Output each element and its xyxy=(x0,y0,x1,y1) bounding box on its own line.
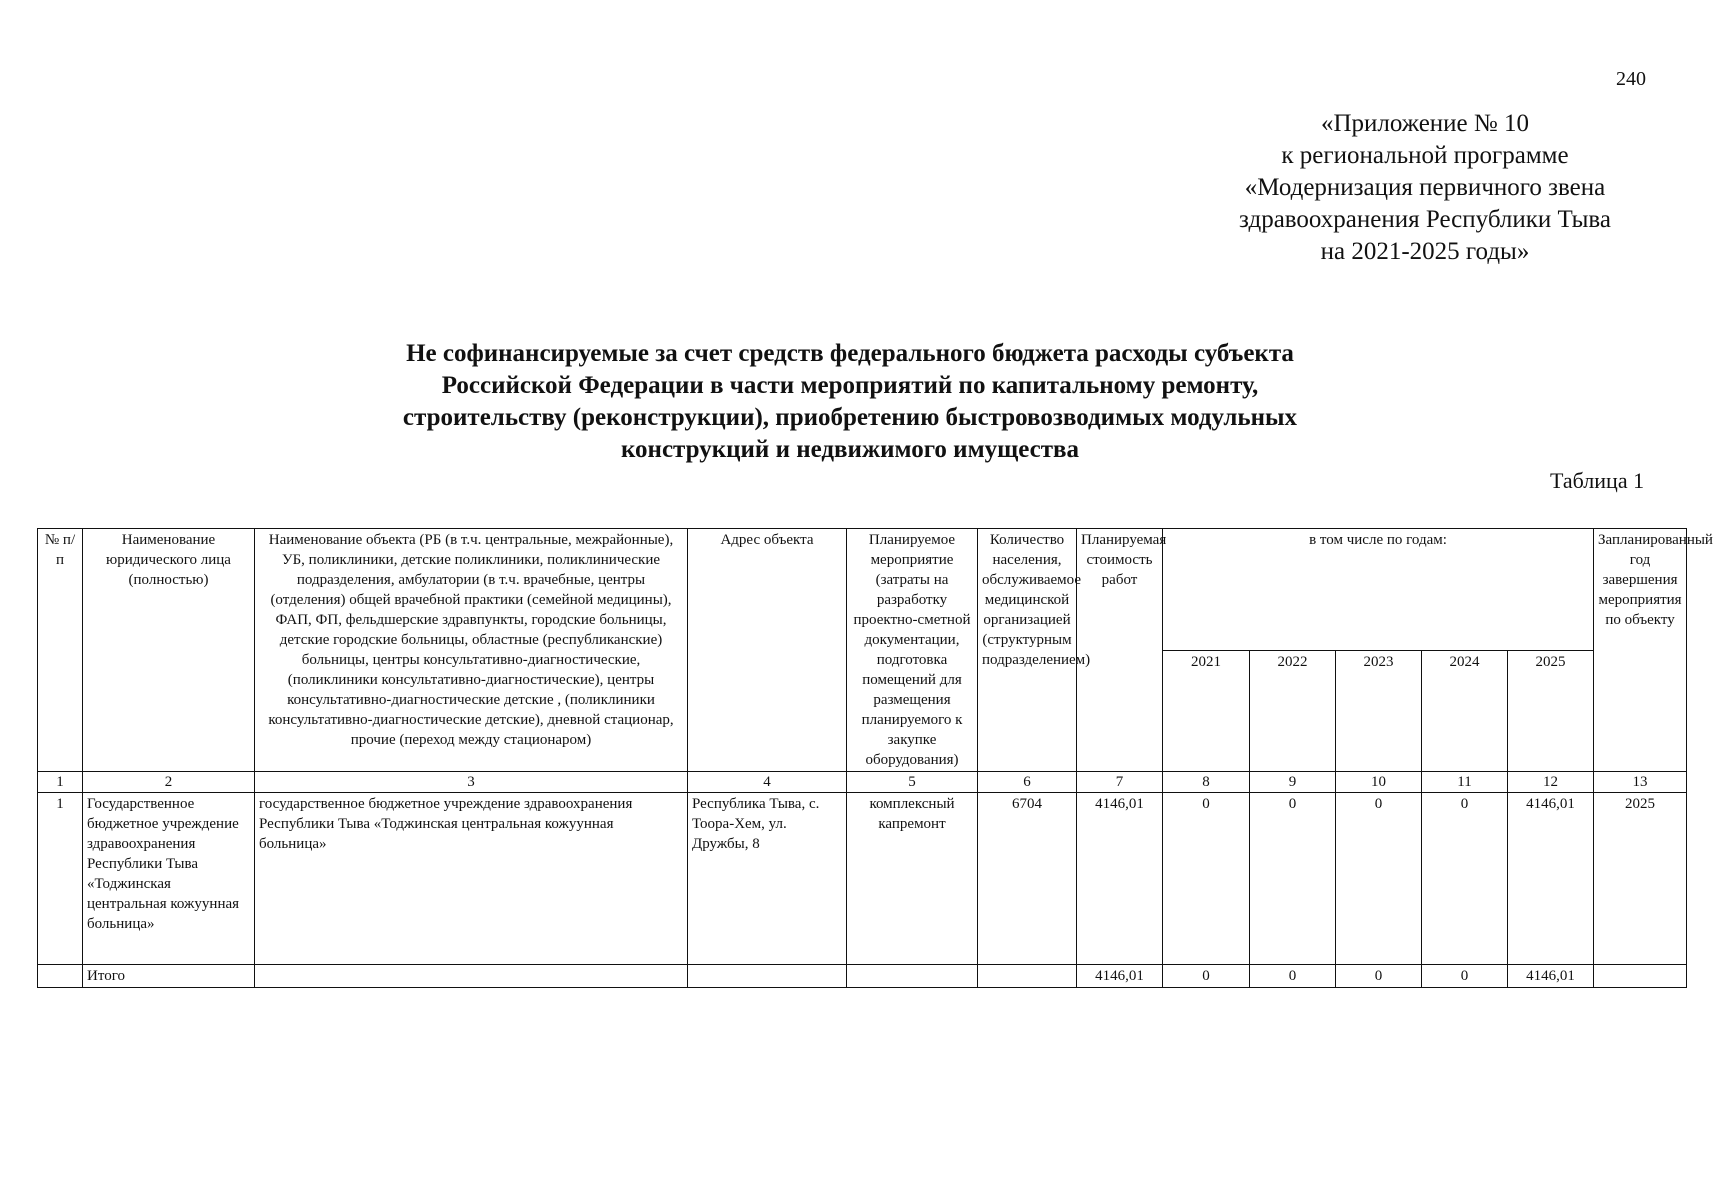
column-number-row xyxy=(38,772,1687,793)
total-y2024: 0 xyxy=(1422,965,1508,988)
column-number: 11 xyxy=(1422,772,1508,793)
header-planned-measure: Планируемое мероприятие (затраты на разработку проектно-сметной документации, подготовка помещений для размещения планируемого к закупке оборудования) xyxy=(847,529,978,772)
header-planned-cost: Планируемая стоимость работ xyxy=(1077,529,1163,772)
header-address: Адрес объекта xyxy=(688,529,847,772)
appendix-header xyxy=(1180,108,1670,268)
header-num: № п/п xyxy=(38,529,83,772)
total-empty xyxy=(1594,965,1687,988)
title-line: Не софинансируемые за счет средств федерального бюджета расходы субъекта xyxy=(406,340,1294,367)
title-line: Российской Федерации в части мероприятий по капитальному ремонту, xyxy=(441,372,1259,399)
total-empty xyxy=(38,965,83,988)
column-number: 8 xyxy=(1163,772,1250,793)
row-legal-entity: Государственное бюджетное учреждение здравоохранения Республики Тыва «Тоджинская центральная кожуунная больница» xyxy=(83,793,255,965)
appendix-line: к региональной программе xyxy=(1281,142,1569,169)
expenses-table xyxy=(37,528,1713,988)
header-year-2023: 2023 xyxy=(1336,650,1422,772)
total-y2022: 0 xyxy=(1250,965,1336,988)
header-year-2021: 2021 xyxy=(1163,650,1250,772)
row-population: 6704 xyxy=(978,793,1077,965)
total-empty xyxy=(847,965,978,988)
table-label: Таблица 1 xyxy=(1550,468,1645,493)
appendix-line: на 2021-2025 годы» xyxy=(1320,238,1530,265)
total-y2021: 0 xyxy=(1163,965,1250,988)
column-number: 12 xyxy=(1508,772,1594,793)
header-object-name: Наименование объекта (РБ (в т.ч. центральные, межрайонные), УБ, поликлиники, детские поликлиники, поликлинические подразделения, амбулатории (в т.ч. врачебные, центры (отделения) общей врачебной практики (семейной медицины), ФАП, ФП, фельдшерские здравпункты, городские больницы, детские городские больницы, областные (республиканские) больницы, центры консультативно-диагностические, (поликлиники консультативно-диагностические), центры консультативно-диагностические детские , (поликлиники консультативно-диагностические детские), дневной стационар, прочие (переход между стационаром) xyxy=(255,529,688,772)
title-line: конструкций и недвижимого имущества xyxy=(620,436,1079,463)
total-label: Итого xyxy=(83,965,255,988)
row-y2025: 4146,01 xyxy=(1508,793,1594,965)
total-empty xyxy=(978,965,1077,988)
page-number: 240 xyxy=(1616,68,1646,90)
row-planned-measure: комплексный капремонт xyxy=(847,793,978,965)
total-empty xyxy=(688,965,847,988)
header-year-2022: 2022 xyxy=(1250,650,1336,772)
total-planned-cost: 4146,01 xyxy=(1077,965,1163,988)
appendix-line: «Модернизация первичного звена xyxy=(1244,174,1606,201)
total-y2025: 4146,01 xyxy=(1508,965,1594,988)
header-by-years: в том числе по годам: xyxy=(1163,529,1594,651)
column-number: 13 xyxy=(1594,772,1687,793)
column-number: 9 xyxy=(1250,772,1336,793)
header-completion-year: Запланированный год завершения мероприятия по объекту xyxy=(1594,529,1687,772)
appendix-line: здравоохранения Республики Тыва xyxy=(1239,206,1611,233)
row-y2021: 0 xyxy=(1163,793,1250,965)
row-y2023: 0 xyxy=(1336,793,1422,965)
total-y2023: 0 xyxy=(1336,965,1422,988)
column-number: 10 xyxy=(1336,772,1422,793)
column-number: 6 xyxy=(978,772,1077,793)
row-y2024: 0 xyxy=(1422,793,1508,965)
row-object-name: государственное бюджетное учреждение здравоохранения Республики Тыва «Тоджинская центральная кожуунная больница» xyxy=(255,793,688,965)
column-number: 1 xyxy=(38,772,83,793)
column-number: 4 xyxy=(688,772,847,793)
column-number: 2 xyxy=(83,772,255,793)
header-population: Количество населения, обслуживаемое медицинской организацией (структурным подразделением) xyxy=(978,529,1077,772)
row-y2022: 0 xyxy=(1250,793,1336,965)
header-legal-entity: Наименование юридического лица (полностью) xyxy=(83,529,255,772)
document-title xyxy=(300,338,1400,466)
title-line: строительству (реконструкции), приобретению быстровозводимых модульных xyxy=(402,404,1298,431)
total-empty xyxy=(255,965,688,988)
header-year-2024: 2024 xyxy=(1422,650,1508,772)
row-completion-year: 2025 xyxy=(1594,793,1687,965)
table-row xyxy=(38,793,1687,965)
header-year-2025: 2025 xyxy=(1508,650,1594,772)
total-row xyxy=(38,965,1687,988)
column-number: 7 xyxy=(1077,772,1163,793)
header-row xyxy=(38,529,1687,651)
column-number: 5 xyxy=(847,772,978,793)
row-address: Республика Тыва, с. Тоора-Хем, ул. Дружбы, 8 xyxy=(688,793,847,965)
row-planned-cost: 4146,01 xyxy=(1077,793,1163,965)
column-number: 3 xyxy=(255,772,688,793)
row-num: 1 xyxy=(38,793,83,965)
appendix-line: «Приложение № 10 xyxy=(1320,110,1530,137)
